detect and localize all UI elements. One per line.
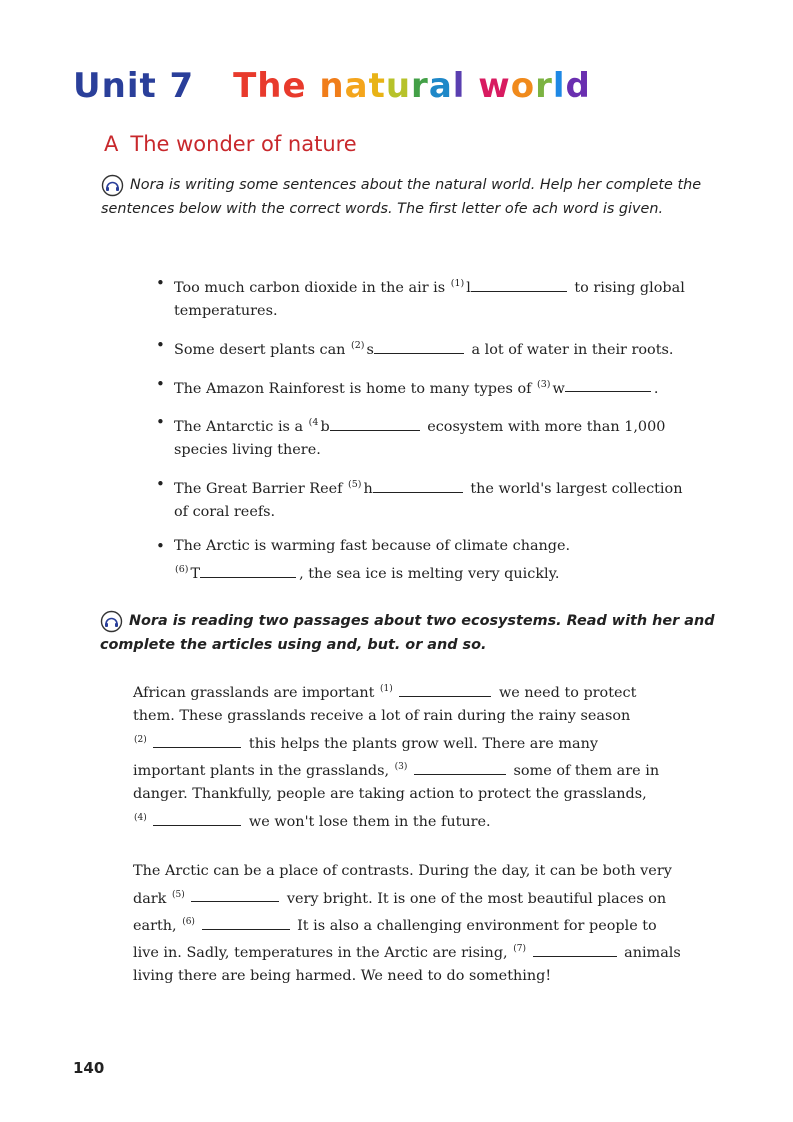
unit-label: Unit 7: [73, 66, 195, 106]
audio-icon[interactable]: [100, 610, 123, 633]
unit-title-letter: w: [478, 66, 511, 106]
list-item: • The Arctic is warming fast because of climate change. $^{(6)}$ T , the sea ice is melting very quickly.: [154, 535, 694, 586]
answer-blank-5[interactable]: [373, 479, 463, 493]
task2-instruction-text: Nora is reading two passages about two ecosystems. Read with her and complete the articles using and, but. or and so.: [100, 613, 715, 653]
task1-sentence-list: [154, 272, 694, 597]
unit-title-letter: r: [411, 66, 429, 106]
answer-blank-p4[interactable]: [153, 812, 241, 826]
task1-instruction-text: Nora is writing some sentences about the natural world. Help her complete the sentences below with the correct words. The first letter ofe ach word is given.: [101, 177, 702, 217]
task1-instruction: [101, 173, 741, 221]
unit-title-letter: h: [257, 66, 283, 106]
answer-blank-6[interactable]: [200, 564, 296, 578]
unit-title-letter: a: [344, 66, 369, 106]
list-item: • The Great Barrier Reef $^{(5)}$ h the world's largest collection of coral reefs.: [154, 473, 694, 524]
passage-grasslands: African grasslands are important $^{(1)}$ we need to protect them. These grasslands receive a lot of rain during the rainy season $^{(2)}$ this helps the plants grow well. There are many important plants in the grasslands, $^{(3)}$ some of them are in danger. Thankfully, people are taking action to protect the grasslands, $^{(4)}$ we won't lose them in the future.: [133, 684, 660, 830]
list-item: • The Amazon Rainforest is home to many types of $^{(3)}$ w .: [154, 373, 694, 401]
section-heading: [104, 132, 357, 156]
answer-blank-2[interactable]: [374, 340, 464, 354]
page-number: 140: [73, 1059, 105, 1077]
answer-blank-4[interactable]: [330, 417, 420, 431]
section-letter: A: [104, 132, 119, 156]
answer-blank-1[interactable]: [471, 278, 567, 292]
unit-title-letter: e: [282, 66, 307, 106]
unit-title-letter: r: [535, 66, 553, 106]
unit-title-letter: T: [233, 66, 258, 106]
unit-title-letter: l: [552, 66, 566, 106]
audio-icon[interactable]: [101, 174, 124, 197]
answer-blank-p6[interactable]: [202, 916, 290, 930]
answer-blank-p5[interactable]: [191, 888, 279, 902]
answer-blank-p2[interactable]: [153, 734, 241, 748]
unit-title-letter: n: [319, 66, 345, 106]
answer-blank-p1[interactable]: [399, 683, 491, 697]
unit-title-letter: o: [510, 66, 536, 106]
answer-blank-p7[interactable]: [533, 943, 617, 957]
list-item: • Some desert plants can $^{(2)}$ s a lot of water in their roots.: [154, 334, 694, 362]
unit-title-letter: u: [385, 66, 412, 106]
unit-title-letter: t: [368, 66, 386, 106]
list-item: • Too much carbon dioxide in the air is $^{(1)}$ l to rising global temperatures.: [154, 272, 694, 323]
unit-title-letter: l: [452, 66, 466, 106]
list-item: • The Antarctic is a $^{(4}$ b ecosystem with more than 1,000 species living there.: [154, 411, 694, 462]
unit-title-letter: a: [428, 66, 453, 106]
unit-heading: [73, 66, 591, 106]
passage-arctic: The Arctic can be a place of contrasts. During the day, it can be both very dark $^{(5)}$ very bright. It is one of the most beautiful places on earth, $^{(6)}$ It is also a challenging environment for people to live in. Sadly, temperatures in the Arctic are rising, $^{(7)}$ animals living there are being harmed. We need to do something!: [133, 863, 681, 985]
unit-title-letter: [465, 66, 478, 106]
unit-title: [233, 66, 591, 106]
answer-blank-p3[interactable]: [414, 761, 506, 775]
section-title: The wonder of nature: [130, 132, 357, 156]
unit-title-letter: d: [565, 66, 591, 106]
unit-title-letter: [307, 66, 320, 106]
task2-instruction: [100, 609, 750, 657]
answer-blank-3[interactable]: [565, 378, 651, 392]
